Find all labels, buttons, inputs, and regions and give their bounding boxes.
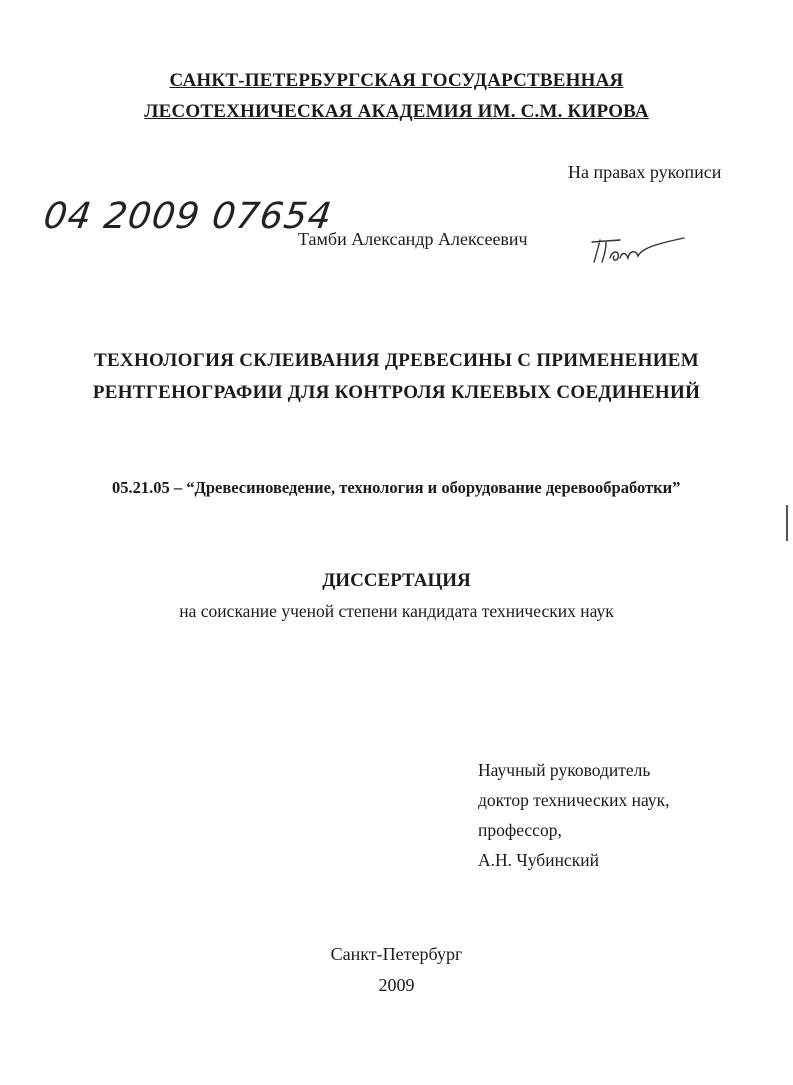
degree-statement: на соискание ученой степени кандидата технических наук [179,601,614,621]
city: Санкт-Петербург [330,944,463,964]
institution-line-2: ЛЕСОТЕХНИЧЕСКАЯ АКАДЕМИЯ ИМ. С.М. КИРОВА [144,101,649,122]
title-line-1: ТЕХНОЛОГИЯ СКЛЕИВАНИЯ ДРЕВЕСИНЫ С ПРИМЕНЕНИЕМ [93,350,700,371]
manuscript-note: На правах рукописи [568,162,722,182]
supervisor-degree: доктор технических наук, [478,790,670,810]
title-line-2: РЕНТГЕНОГРАФИИ ДЛЯ КОНТРОЛЯ КЛЕЕВЫХ СОЕДИНЕНИЙ [92,382,701,403]
specialty: 05.21.05 – “Древесиноведение, технология и оборудование деревообработки” [112,478,681,497]
supervisor-block [478,755,670,875]
scan-edge-mark [786,505,788,541]
supervisor-rank: профессор, [478,820,562,840]
supervisor-name: А.Н. Чубинский [478,850,599,870]
author-signature [586,228,686,268]
year: 2009 [378,975,415,995]
author-name: Тамби Александр Алексеевич [298,229,528,249]
institution-line-1: САНКТ-ПЕТЕРБУРГСКАЯ ГОСУДАРСТВЕННАЯ [169,70,624,91]
handwritten-registration-number: 04 2009 07654 [41,196,335,237]
document-type: ДИССЕРТАЦИЯ [322,570,471,591]
supervisor-role: Научный руководитель [478,760,651,780]
